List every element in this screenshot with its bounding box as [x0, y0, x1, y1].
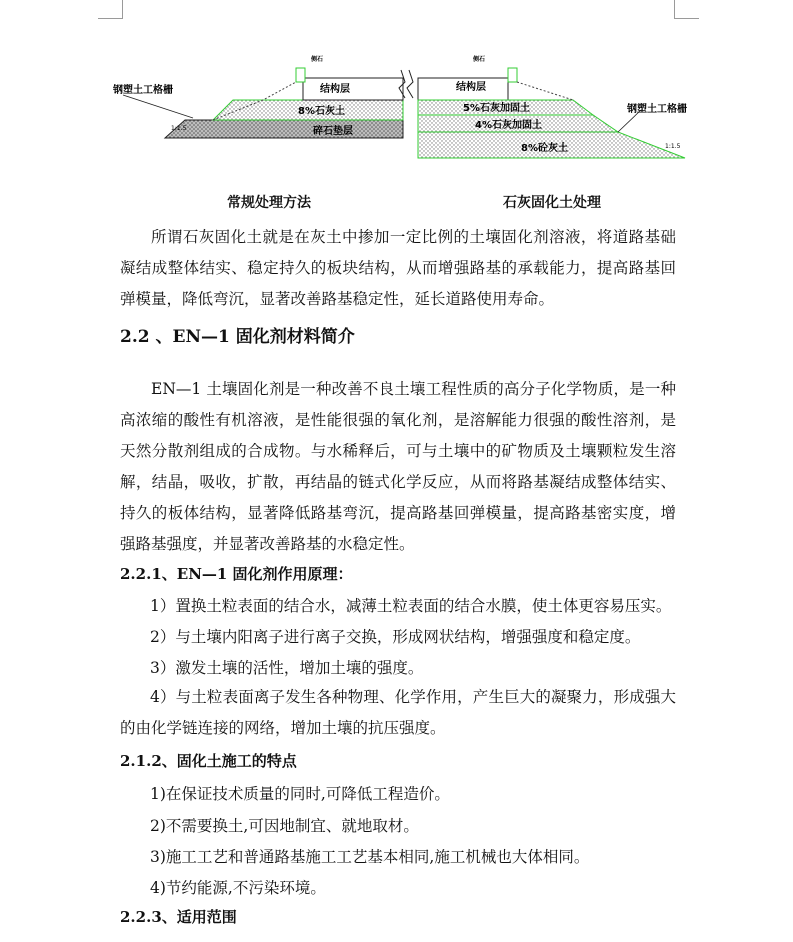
label-concrete-lime-right: 8%砼灰土 — [521, 143, 568, 154]
section-heading-2-2: 2.2 、EN—1 固化剂材料简介 — [120, 327, 355, 347]
left-section — [113, 55, 405, 138]
label-geogrid-right: 钢塑土工格栅 — [627, 104, 687, 115]
curb-block — [296, 68, 305, 82]
label-slope-right: 1:1.5 — [665, 143, 681, 150]
label-lime-soil-left: 8%石灰土 — [298, 106, 345, 117]
principle-item: 2）与土壤内阳离子进行离子交换，形成网状结构，增强强度和稳定度。 — [150, 628, 641, 646]
structure-layer — [303, 78, 403, 100]
right-section — [407, 55, 688, 158]
label-curb-right: 侧石 — [473, 56, 486, 63]
label-lime5-right: 5%石灰加固土 — [463, 103, 530, 114]
label-structure-left: 结构层 — [320, 84, 350, 95]
feature-item: 3)施工工艺和普通路基施工工艺基本相同,施工机械也大体相同。 — [150, 848, 590, 866]
curb-block — [508, 68, 517, 82]
principle-item: 4）与土粒表面离子发生各种物理、化学作用，产生巨大的凝聚力，形成强大的由化学链连接的网络，增加土壤的抗压强度。 — [120, 688, 676, 737]
slope-line — [517, 82, 573, 100]
page-corner-mark-left — [98, 0, 123, 19]
geogrid-leader — [123, 95, 193, 118]
roadbed-cross-section-figure — [113, 48, 691, 163]
label-lime4-right: 4%石灰加固土 — [475, 120, 542, 131]
label-gravel-left: 碎石垫层 — [313, 126, 353, 137]
feature-item: 4)节约能源,不污染环境。 — [150, 879, 326, 897]
section-heading-2-1-2: 2.1.2、固化土施工的特点 — [120, 752, 297, 770]
feature-item: 2)不需要换土,可因地制宜、就地取材。 — [150, 817, 419, 835]
figure-caption-right: 石灰固化土处理 — [503, 195, 601, 211]
principle-item: 3）激发土壤的活性，增加土壤的强度。 — [150, 659, 424, 677]
principle-item: 1）置换土粒表面的结合水，减薄土粒表面的结合水膜，使土体更容易压实。 — [150, 597, 672, 615]
paragraph-lime-soil: 所谓石灰固化土就是在灰土中掺加一定比例的土壤固化剂溶液，将道路基础凝结成整体结实、稳定持久的板块结构，从而增强路基的承载能力，提高路基回弹模量，降低弯沉，显著改善路基稳定性，延长道路使用寿命。 — [120, 228, 676, 308]
feature-item: 1)在保证技术质量的同时,可降低工程造价。 — [150, 785, 450, 803]
page-corner-mark-right — [674, 0, 699, 19]
gravel-layer — [165, 120, 403, 138]
label-curb-left: 侧石 — [311, 56, 324, 63]
label-geogrid-left: 钢塑土工格栅 — [113, 85, 173, 96]
figure-caption-left: 常规处理方法 — [227, 195, 311, 211]
break-mark — [407, 70, 413, 98]
section-heading-2-2-1: 2.2.1、EN—1 固化剂作用原理： — [120, 565, 353, 583]
label-slope-left: 1:1.5 — [171, 125, 187, 132]
label-structure-right: 结构层 — [456, 82, 486, 93]
section-heading-2-2-3: 2.2.3、适用范围 — [120, 908, 237, 926]
paragraph-en1-intro: EN—1 土壤固化剂是一种改善不良土壤工程性质的高分子化学物质，是一种高浓缩的酸性有机溶液，是性能很强的氧化剂，是溶解能力很强的酸性溶剂，是天然分散剂组成的合成物。与水稀释后，可与土壤中的矿物质及土壤颗粒发生溶解，结晶，吸收，扩散，再结晶的链式化学反应，从而将路基凝结成整体结实、持久的板体结构，显著降低路基弯沉，提高路基回弹模量，提高路基密实度，增强路基强度，并显著改善路基的水稳定性。 — [120, 380, 676, 553]
